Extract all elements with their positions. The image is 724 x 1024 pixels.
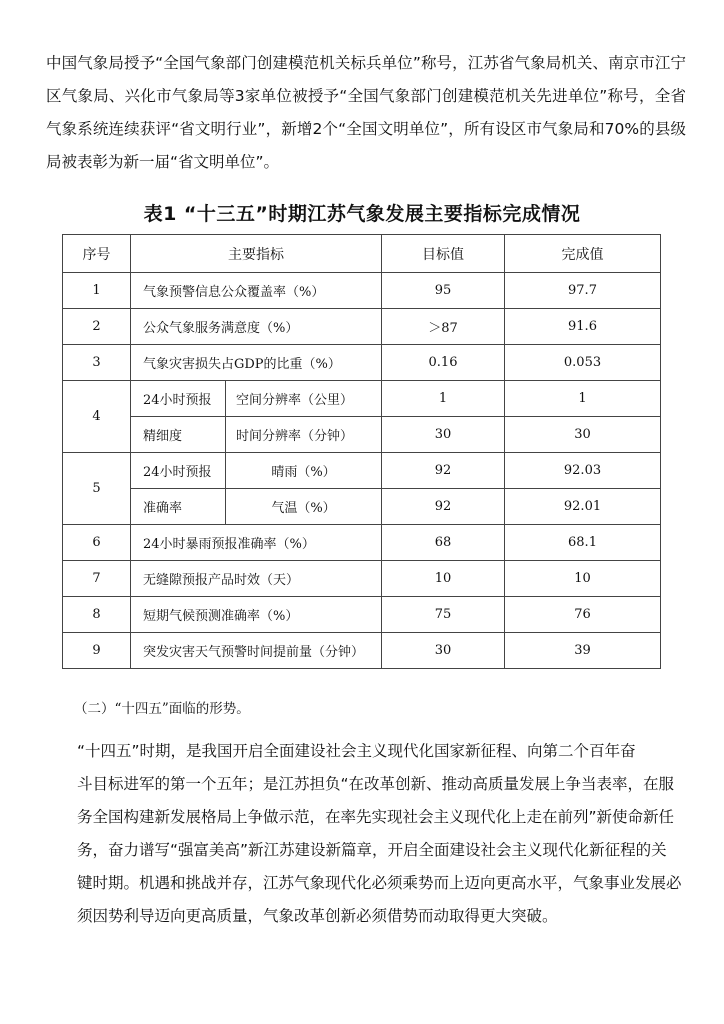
row-target: 68	[382, 525, 505, 561]
body-line: 务全国构建新发展格局上争做示范，在率先实现社会主义现代化上走在前列”新使命新任	[77, 808, 675, 826]
group-label-line1: 24小时预报	[131, 381, 226, 417]
group-label-line2: 精细度	[131, 417, 226, 453]
table-row	[63, 417, 661, 453]
subrow-indicator: 气温（%）	[226, 489, 382, 525]
row-seq: 4	[63, 381, 131, 453]
row-actual: 91.6	[505, 309, 661, 345]
row-seq: 3	[63, 345, 131, 381]
table-row	[63, 561, 661, 597]
row-actual: 97.7	[505, 273, 661, 309]
subrow-indicator: 晴雨（%）	[226, 453, 382, 489]
intro-paragraph: 中国气象局授予“全国气象部门创建模范机关标兵单位”称号，江苏省气象局机关、南京市江宁区气象局、兴化市气象局等3家单位被授予“全国气象部门创建模范机关先进单位”称号，全省气象系统连续获评“省文明行业”，新增2个“全国文明单位”，所有设区市气象局和70%的县级局被表彰为新一届“省文明单位”。	[46, 54, 686, 171]
subrow-indicator: 时间分辨率（分钟）	[226, 417, 382, 453]
row-target: 0.16	[382, 345, 505, 381]
header-actual: 完成值	[505, 235, 661, 273]
row-target: 30	[382, 417, 505, 453]
row-seq: 7	[63, 561, 131, 597]
table-row	[63, 381, 661, 417]
header-indicator: 主要指标	[131, 235, 382, 273]
table-row	[63, 345, 661, 381]
row-target: 92	[382, 489, 505, 525]
subrow-indicator: 空间分辨率（公里）	[226, 381, 382, 417]
table-row	[63, 273, 661, 309]
row-indicator: 短期气候预测准确率（%）	[131, 597, 382, 633]
group-label-line1: 24小时预报	[131, 453, 226, 489]
section-subheading: （二）“十四五”面临的形势。	[74, 701, 250, 717]
row-actual: 76	[505, 597, 661, 633]
table-row	[63, 309, 661, 345]
row-indicator: 无缝隙预报产品时效（天）	[131, 561, 382, 597]
indicators-table	[62, 234, 661, 669]
body-line: “十四五”时期，是我国开启全面建设社会主义现代化国家新征程、向第二个百年奋	[77, 742, 636, 760]
table-header-row	[63, 235, 661, 273]
row-target: 30	[382, 633, 505, 669]
row-target: 92	[382, 453, 505, 489]
body-line: 须因势利导迈向更高质量，气象改革创新必须借势而动取得更大突破。	[77, 907, 558, 925]
row-target: 10	[382, 561, 505, 597]
row-actual: 1	[505, 381, 661, 417]
header-seq: 序号	[63, 235, 131, 273]
body-line: 务，奋力谱写“强富美高”新江苏建设新篇章，开启全面建设社会主义现代化新征程的关	[77, 841, 667, 859]
row-seq: 8	[63, 597, 131, 633]
header-target: 目标值	[382, 235, 505, 273]
row-indicator: 气象灾害损失占GDP的比重（%）	[131, 345, 382, 381]
row-seq: 2	[63, 309, 131, 345]
row-actual: 68.1	[505, 525, 661, 561]
row-indicator: 气象预警信息公众覆盖率（%）	[131, 273, 382, 309]
row-actual: 39	[505, 633, 661, 669]
table-row	[63, 633, 661, 669]
row-target: 1	[382, 381, 505, 417]
row-actual: 92.03	[505, 453, 661, 489]
table-title: 表1 “十三五”时期江苏气象发展主要指标完成情况	[143, 203, 581, 225]
body-line: 斗目标进军的第一个五年；是江苏担负“在改革创新、推动高质量发展上争当表率，在服	[77, 775, 675, 793]
table-row	[63, 489, 661, 525]
row-target: 75	[382, 597, 505, 633]
group-label-line2: 准确率	[131, 489, 226, 525]
row-indicator: 24小时暴雨预报准确率（%）	[131, 525, 382, 561]
table-row	[63, 525, 661, 561]
row-actual: 30	[505, 417, 661, 453]
row-target: ＞87	[382, 309, 505, 345]
body-paragraph	[46, 735, 686, 933]
row-target: 95	[382, 273, 505, 309]
row-seq: 6	[63, 525, 131, 561]
row-indicator: 公众气象服务满意度（%）	[131, 309, 382, 345]
row-seq: 5	[63, 453, 131, 525]
row-actual: 10	[505, 561, 661, 597]
row-indicator: 突发灾害天气预警时间提前量（分钟）	[131, 633, 382, 669]
row-actual: 0.053	[505, 345, 661, 381]
table-row	[63, 597, 661, 633]
table-row	[63, 453, 661, 489]
row-actual: 92.01	[505, 489, 661, 525]
row-seq: 9	[63, 633, 131, 669]
row-seq: 1	[63, 273, 131, 309]
body-line: 键时期。机遇和挑战并存，江苏气象现代化必须乘势而上迈向更高水平，气象事业发展必	[77, 874, 682, 892]
